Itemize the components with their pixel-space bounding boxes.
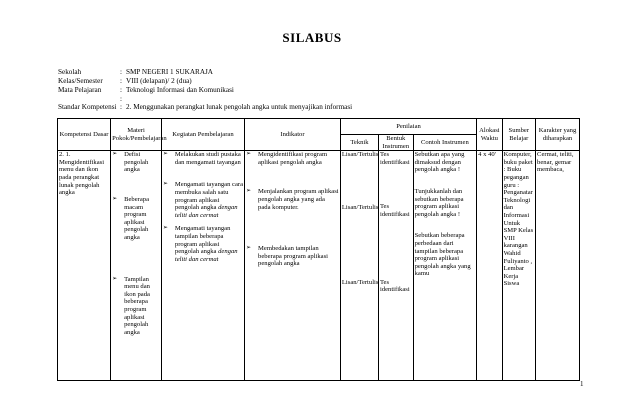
list-item: ➢ Beberapa macam program aplikasi pengolah angka [112, 196, 160, 242]
list-item: ➢ Mengamati tayangan cara membuka salah satu program aplikasi pengolah angka dengan teliti dan cermat [163, 181, 243, 219]
header-materi: Materi Pokok/Pembelajaran [111, 119, 162, 151]
list-item: ➢ Melakukan studi pustaka dan mengamati tayangan [163, 151, 243, 166]
list-item: ➢ Menjalankan program aplikasi pengolah angka yang ada pada komputer. [246, 188, 339, 211]
table-row [58, 151, 580, 381]
meta-sekolah: Sekolah : SMP NEGERI 1 SUKARAJA [58, 68, 213, 76]
list-item: ➢ Tampilan menu dan ikon pada beberapa program aplikasi pengolah angka [112, 276, 160, 337]
page-number: 1 [580, 380, 584, 388]
meta-mapel: Mata Pelajaran : Teknologi Informasi dan Komunikasi [58, 86, 234, 94]
syllabus-table [57, 118, 580, 381]
header-contoh: Contoh Instrumen [413, 135, 477, 151]
header-indikator: Indikator [245, 119, 341, 151]
cell-contoh: Sebutkan apa yang dimaksud dengan pengolah angka ! Tunjukkanlah dan sebutkan beberapa program aplikasi pengolah angka ! Sebutkan beberapa perbedaan dari tampilan beberapa program aplikasi pengolah angka yang kamu [413, 151, 477, 381]
header-bentuk: Bentuk Instrumen [378, 135, 413, 151]
header-teknik: Teknik [340, 135, 378, 151]
list-item: ➢ Mengidentifikasi program aplikasi pengolah angka [246, 151, 339, 166]
cell-indikator [245, 151, 341, 381]
cell-alokasi: 4 x 40' [477, 151, 502, 381]
header-alokasi: Alokasi Waktu [477, 119, 502, 151]
cell-teknik: Lisan/Tertulis Lisan/Tertulis Lisan/Tertulis [340, 151, 378, 381]
meta-blank: : [120, 95, 122, 103]
header-sumber: Sumber Belajar [502, 119, 535, 151]
document-title: SILABUS [282, 30, 342, 45]
cell-sumber: Komputer, buku paket : Buku pegangan guru : Penganatar Teknologi dan Informasi Untuk SMP Kelas VIII karangan Wahid Fuliyanto , Lembar Kerja Siswa [502, 151, 535, 381]
cell-bentuk: Tes identifikasi Tes identifikasi Tes identifikasi [378, 151, 413, 381]
list-item: ➢ Membedakan tampilan beberapa program aplikasi pengolah angka [246, 245, 339, 268]
meta-standar-kompetensi: Standar Kompetensi : 2. Menggunakan perangkat lunak pengolah angka untuk menyajikan informasi [58, 103, 353, 111]
cell-materi [111, 151, 162, 381]
list-item: ➢ Mengamati tayangan tampilan beberapa program aplikasi pengolah angka dengan teliti dan cermat [163, 225, 243, 263]
meta-kelas: Kelas/Semester : VIII (delapan)/ 2 (dua) [58, 77, 192, 85]
header-karakter: Karakter yang diharapkan [536, 119, 580, 151]
cell-kegiatan [161, 151, 244, 381]
header-kompetensi-dasar: Kompetensi Dasar [58, 119, 111, 151]
header-kegiatan: Kegiatan Pembelajaran [161, 119, 244, 151]
header-penilaian: Penilaian [340, 119, 476, 135]
cell-karakter: Cermat, teliti, benar, gemar membaca, [536, 151, 580, 381]
list-item: ➢ Defisi pengolah angka [112, 151, 160, 174]
cell-kompetensi-dasar: 2. 1. Mengidentifikasi menu dan ikon pada perangkat lunak pengolah angka [58, 151, 111, 381]
